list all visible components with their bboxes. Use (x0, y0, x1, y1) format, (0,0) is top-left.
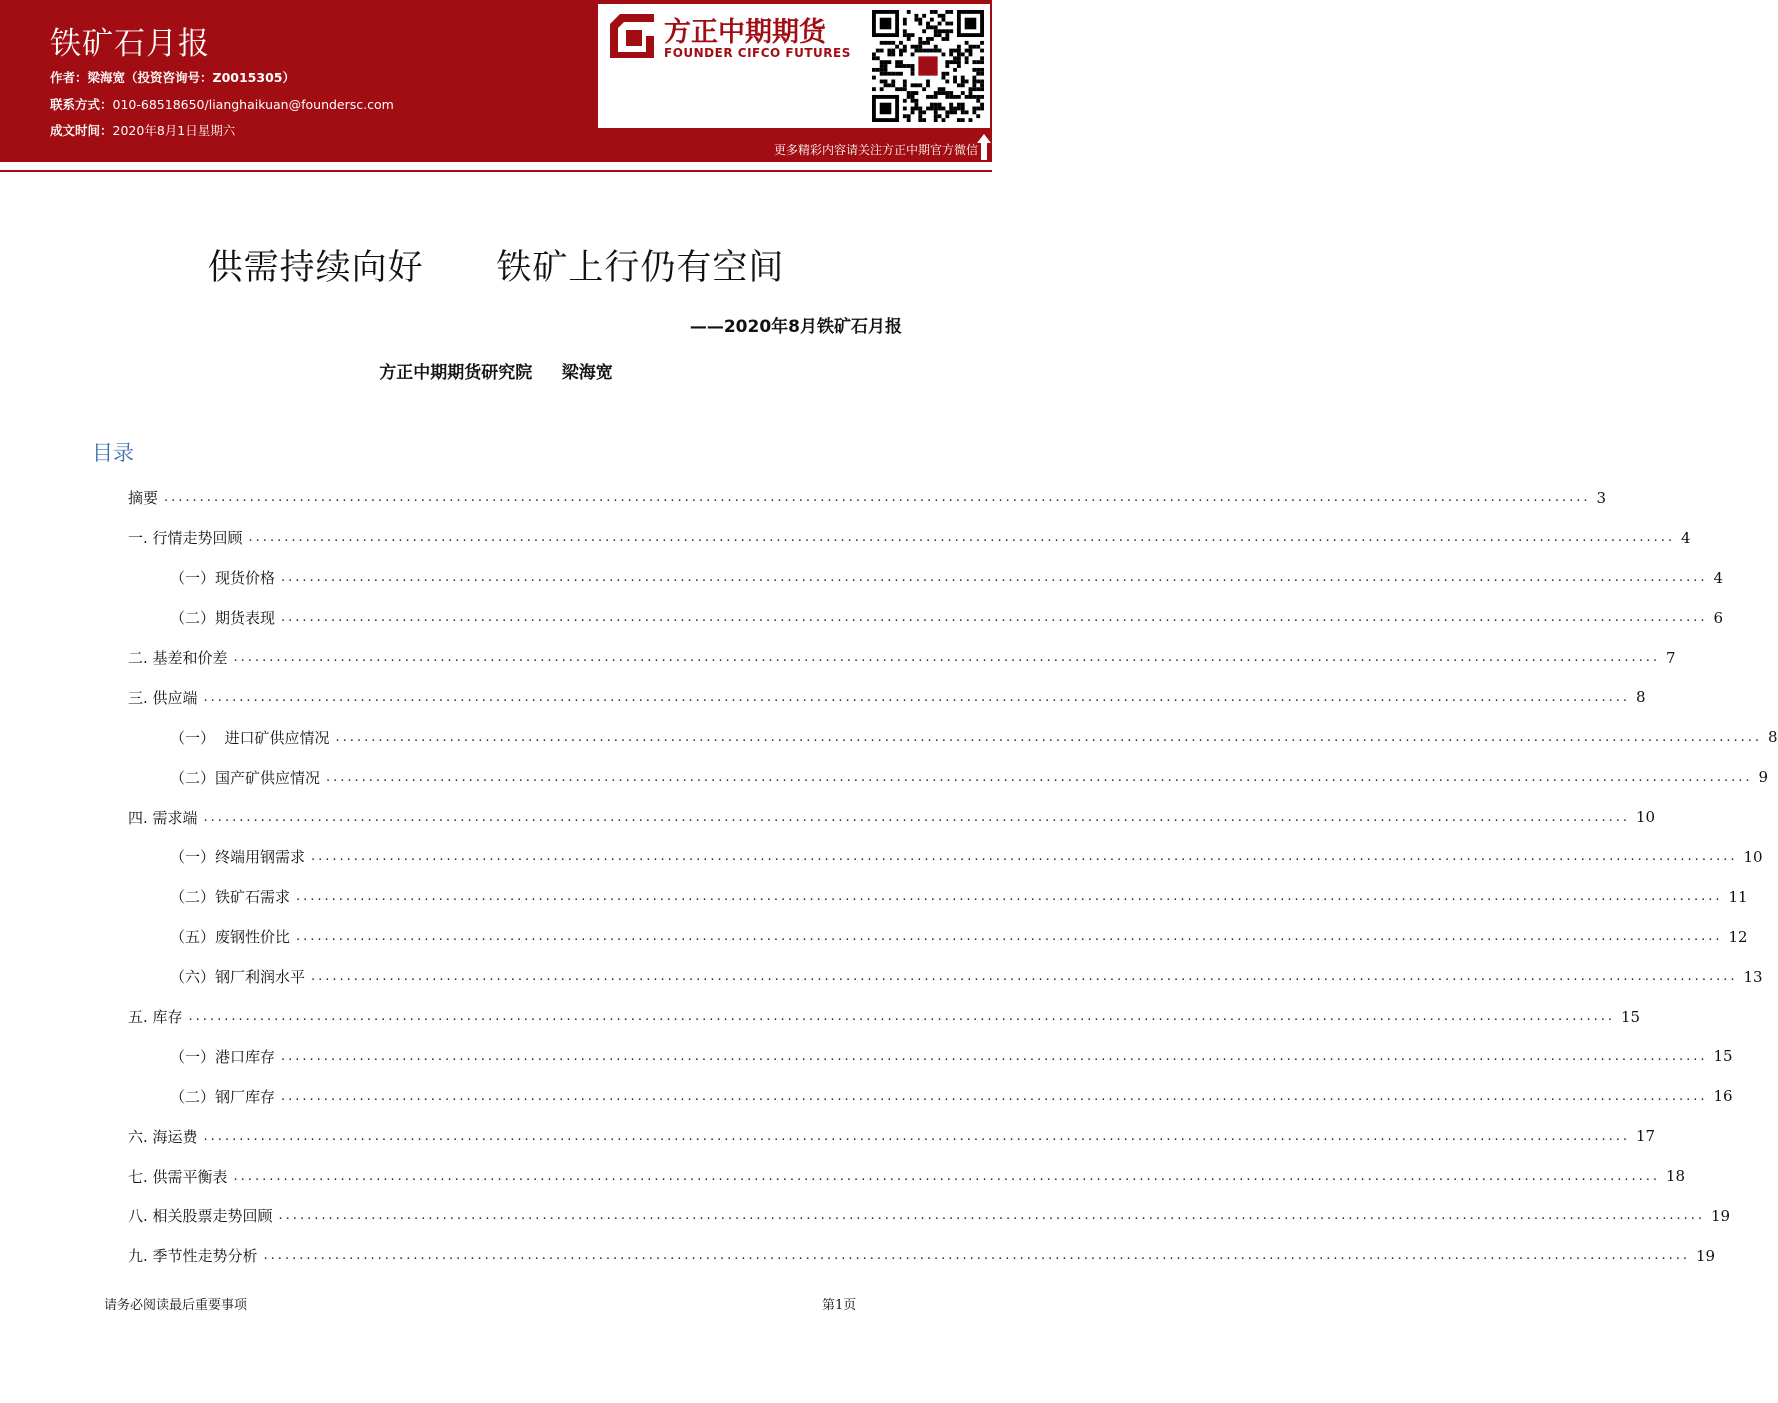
toc-entry-label: （一）港口库存 (170, 1047, 276, 1066)
contact-label: 联系方式： (50, 97, 113, 112)
toc-leader-dots: ........................................................................................................................................................................................................ (164, 490, 1591, 506)
toc-entry[interactable] (128, 518, 1691, 558)
toc-entry-label: 三. 供应端 (128, 688, 198, 707)
date-info (50, 121, 235, 139)
toc-entry-page: 11 (1728, 887, 1748, 906)
toc-entry-label: 五. 库存 (128, 1008, 183, 1027)
toc-entry-page: 18 (1666, 1167, 1686, 1186)
toc-entry[interactable] (128, 677, 1646, 717)
contact-value[interactable]: 010-68518650/lianghaikuan@foundersc.com (112, 97, 394, 112)
toc-entry[interactable] (128, 837, 1763, 877)
toc-entry-label: 九. 季节性走势分析 (128, 1247, 258, 1266)
toc-leader-dots: ........................................................................................................................................................................................................ (248, 530, 1676, 546)
toc-entry-page: 19 (1696, 1246, 1716, 1265)
report-series-title: 铁矿石月报 (50, 26, 210, 62)
header-banner (0, 0, 992, 162)
author-info (50, 68, 295, 86)
toc-heading: 目录 (92, 441, 134, 465)
document-subtitle: ——2020年8月铁矿石月报 (689, 317, 902, 337)
date-value: 2020年8月1日星期六 (112, 123, 236, 138)
toc-entry-page: 8 (1636, 688, 1646, 707)
footer-page-number: 第1页 (822, 1298, 857, 1313)
toc-entry-label: 六. 海运费 (128, 1127, 198, 1146)
logo-english-name: FOUNDER CIFCO FUTURES (664, 46, 851, 60)
toc-entry-label: 摘要 (128, 489, 159, 508)
toc-leader-dots: ........................................................................................................................................................................................................ (311, 849, 1738, 865)
toc-entry[interactable] (128, 1196, 1731, 1236)
toc-entry[interactable] (128, 1116, 1656, 1156)
toc-entry-page: 17 (1636, 1127, 1656, 1146)
toc-entry-page: 19 (1711, 1206, 1731, 1225)
toc-entry-page: 13 (1743, 967, 1763, 986)
date-label: 成文时间： (50, 123, 113, 138)
logo-chinese-name: 方正中期期货 (664, 17, 826, 48)
toc-leader-dots: ........................................................................................................................................................................................................ (203, 1128, 1631, 1144)
toc-entry[interactable] (128, 638, 1676, 678)
toc-leader-dots: ........................................................................................................................................................................................................ (335, 729, 1763, 745)
toc-leader-dots: ........................................................................................................................................................................................................ (296, 929, 1723, 945)
toc-entry-page: 3 (1596, 488, 1607, 507)
toc-entry-page: 12 (1728, 927, 1748, 946)
table-of-contents (128, 478, 1778, 1276)
toc-entry-page: 15 (1713, 1047, 1733, 1066)
toc-entry[interactable] (128, 997, 1641, 1037)
header-divider (0, 170, 992, 172)
toc-leader-dots: ........................................................................................................................................................................................................ (188, 1009, 1616, 1025)
toc-entry-label: 七. 供需平衡表 (128, 1167, 228, 1186)
toc-leader-dots: ........................................................................................................................................................................................................ (281, 610, 1708, 626)
toc-leader-dots: ........................................................................................................................................................................................................ (326, 769, 1753, 785)
author-value: 梁海宽（投资咨询号：Z0015305） (87, 70, 295, 85)
toc-entry-page: 10 (1743, 847, 1763, 866)
toc-entry[interactable] (128, 717, 1778, 757)
toc-entry-label: （六）钢厂利润水平 (170, 968, 306, 987)
up-arrow-icon (977, 134, 991, 160)
toc-entry-label: 二. 基差和价差 (128, 649, 228, 667)
toc-leader-dots: ........................................................................................................................................................................................................ (203, 689, 1631, 705)
toc-leader-dots: ........................................................................................................................................................................................................ (233, 1168, 1661, 1184)
company-logo (598, 4, 866, 128)
toc-entry[interactable] (128, 478, 1607, 518)
document-title: 供需持续向好 铁矿上行仍有空间 (207, 248, 785, 288)
toc-leader-dots: ........................................................................................................................................................................................................ (263, 1248, 1691, 1264)
contact-info (50, 95, 394, 113)
toc-entry-label: （二）钢厂库存 (170, 1087, 276, 1106)
toc-entry[interactable] (128, 957, 1763, 997)
toc-leader-dots: ........................................................................................................................................................................................................ (233, 650, 1661, 665)
toc-entry[interactable] (128, 797, 1656, 837)
toc-entry-label: 一. 行情走势回顾 (128, 529, 243, 548)
footer-disclaimer-note: 请务必阅读最后重要事项 (104, 1298, 248, 1313)
author-label: 作者： (50, 70, 88, 85)
toc-entry-page: 10 (1636, 808, 1656, 827)
toc-entry-label: 八. 相关股票走势回顾 (128, 1207, 273, 1226)
toc-entry-page: 4 (1681, 528, 1691, 547)
toc-entry[interactable] (128, 598, 1724, 638)
founder-logo-icon (606, 12, 658, 62)
toc-leader-dots: ........................................................................................................................................................................................................ (281, 570, 1708, 586)
toc-entry-page: 4 (1713, 568, 1724, 587)
toc-entry-page: 9 (1758, 768, 1769, 787)
toc-entry[interactable] (128, 877, 1748, 917)
toc-entry-label: （一）现货价格 (170, 569, 276, 588)
qr-code-icon (872, 8, 984, 124)
toc-entry-page: 8 (1768, 728, 1778, 747)
toc-entry-label: （二）期货表现 (170, 609, 276, 628)
toc-entry-page: 16 (1713, 1087, 1733, 1106)
document-author-line: 方正中期期货研究院 梁海宽 (379, 363, 613, 383)
toc-entry[interactable] (128, 757, 1769, 797)
toc-leader-dots: ........................................................................................................................................................................................................ (203, 809, 1631, 825)
toc-entry-page: 15 (1621, 1007, 1641, 1026)
toc-entry[interactable] (128, 1236, 1716, 1276)
toc-leader-dots: ........................................................................................................................................................................................................ (281, 1048, 1708, 1064)
toc-entry-label: （五）废钢性价比 (170, 928, 291, 947)
wechat-qr-code (866, 4, 990, 128)
toc-entry[interactable] (128, 1156, 1686, 1196)
toc-leader-dots: ........................................................................................................................................................................................................ (281, 1088, 1708, 1104)
toc-leader-dots: ........................................................................................................................................................................................................ (296, 889, 1723, 905)
toc-leader-dots: ........................................................................................................................................................................................................ (278, 1208, 1706, 1224)
wechat-follow-note: 更多精彩内容请关注方正中期官方微信 (773, 143, 978, 157)
toc-entry-label: （二）铁矿石需求 (170, 888, 291, 907)
toc-entry[interactable] (128, 917, 1748, 957)
toc-entry[interactable] (128, 1076, 1733, 1116)
toc-leader-dots: ........................................................................................................................................................................................................ (311, 969, 1738, 985)
toc-entry-page: 7 (1666, 648, 1676, 667)
toc-entry[interactable] (128, 1036, 1733, 1076)
toc-entry-label: 四. 需求端 (128, 808, 198, 827)
toc-entry-label: （一） 进口矿供应情况 (170, 728, 330, 747)
toc-entry-page: 6 (1713, 608, 1724, 627)
toc-entry-label: （一）终端用钢需求 (170, 848, 306, 867)
toc-entry-label: （二）国产矿供应情况 (170, 768, 321, 787)
toc-entry[interactable] (128, 558, 1724, 598)
